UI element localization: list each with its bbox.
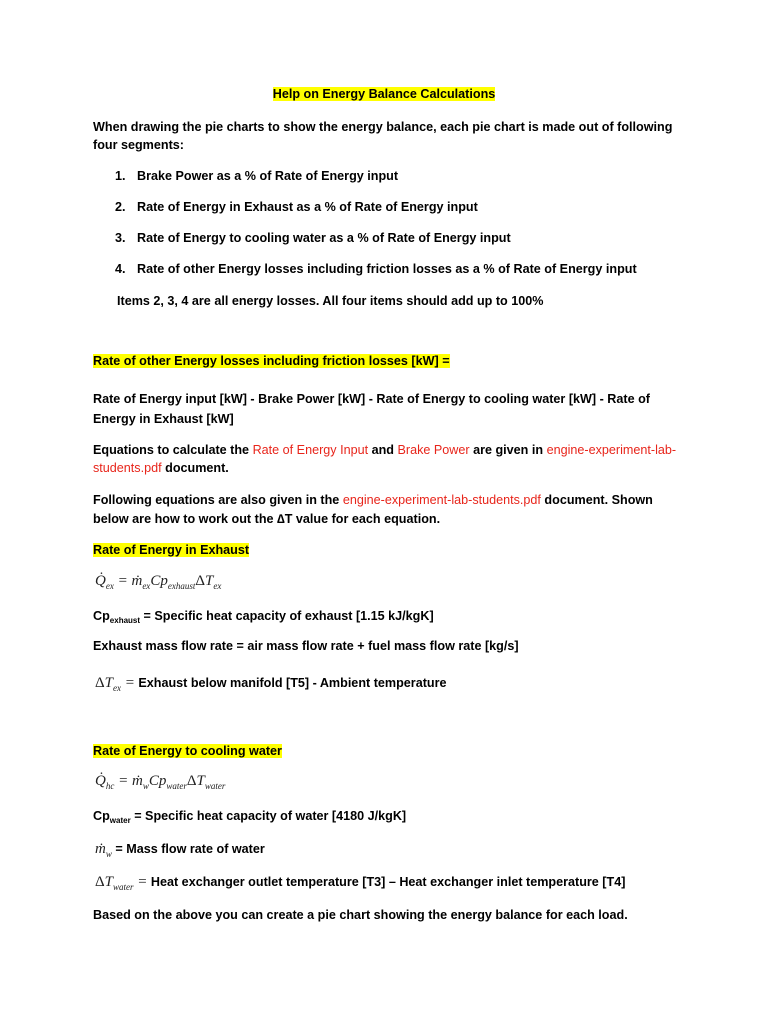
other-losses-heading-text: Rate of other Energy losses including friction losses [kW] = (93, 354, 450, 368)
equations-note-line-2 (93, 459, 229, 477)
water-mass-flow-definition (95, 840, 265, 863)
m-dot-w-text: = Mass flow rate of water (111, 842, 265, 856)
equations-note-text: Equations to calculate the (93, 443, 253, 457)
cooling-heading (93, 742, 282, 760)
segment-text: Brake Power as a % of Rate of Energy input (137, 169, 399, 183)
other-losses-equation-line-1: Rate of Energy input [kW] - Brake Power [kW] - Rate of Energy to cooling water [kW] - Rate of (93, 392, 650, 406)
segment-text: Rate of Energy to cooling water as a % of Rate of Energy input (137, 231, 511, 245)
equations-note-line-1 (93, 441, 676, 459)
equations-note-text: and (368, 443, 398, 457)
intro-line-2: four segments: (93, 138, 184, 152)
segment-text: Rate of other Energy losses including friction losses as a % of Rate of Energy input (137, 262, 637, 276)
equations-note-text: are given in (469, 443, 547, 457)
following-note-text: Following equations are also given in the (93, 493, 343, 507)
segment-number: 3. (115, 231, 126, 245)
delta-t-water-text: Heat exchanger outlet temperature [T3] – Heat exchanger inlet temperature [T4] (147, 875, 626, 889)
cp-subscript: water (109, 816, 131, 825)
exhaust-energy-equation: $Q̇_{ex}$ = $ṁ_{ex}Cp_{exhaust}\Delta T_{ex}$ (95, 573, 222, 591)
lab-document-reference: engine-experiment-lab-students.pdf (342, 493, 541, 507)
cooling-heading-text: Rate of Energy to cooling water (93, 744, 282, 758)
lab-document-reference: engine-experiment-lab- (546, 443, 677, 457)
segment-item-1 (115, 167, 398, 185)
exhaust-delta-t-definition (95, 674, 447, 697)
segment-number: 1. (115, 169, 126, 183)
segment-text: Rate of Energy in Exhaust as a % of Rate of Energy input (137, 200, 478, 214)
cp-definition-text: = Specific heat capacity of water [4180 J/kgK] (130, 809, 407, 823)
delta-t-ex-symbol: $\Delta T_{ex}$ = (95, 675, 135, 693)
page-title (0, 87, 768, 101)
intro-line-1: When drawing the pie charts to show the energy balance, each pie chart is made out of following (93, 120, 673, 134)
segment-number: 2. (115, 200, 126, 214)
following-note-line-2: below are how to work out the ∆T value for each equation. (93, 512, 441, 526)
cp-subscript: exhaust (109, 616, 141, 625)
brake-power-reference: Brake Power (397, 443, 470, 457)
lab-document-reference: students.pdf (93, 461, 162, 475)
exhaust-heading (93, 541, 249, 559)
other-losses-heading (93, 352, 450, 370)
equations-note-text: document. (161, 461, 229, 475)
cp-symbol: Cp (93, 609, 110, 623)
cp-symbol: Cp (93, 809, 110, 823)
cooling-energy-equation: $Q̇_{hc}$ = $ṁ_wCp_{water}\Delta T_{water}$ (95, 773, 226, 791)
page-title-text: Help on Energy Balance Calculations (272, 87, 496, 101)
delta-t-water-symbol: $\Delta T_{water}$ = (95, 874, 148, 892)
other-losses-equation-line-2: Energy in Exhaust [kW] (93, 412, 234, 426)
segment-item-4 (115, 260, 637, 278)
items-note: Items 2, 3, 4 are all energy losses. All four items should add up to 100% (117, 294, 544, 308)
following-note-text: document. Shown (540, 493, 653, 507)
exhaust-mass-flow-definition: Exhaust mass flow rate = air mass flow rate + fuel mass flow rate [kg/s] (93, 639, 519, 653)
rate-of-energy-input-reference: Rate of Energy Input (252, 443, 369, 457)
segment-item-2 (115, 198, 478, 216)
water-cp-definition (93, 807, 406, 830)
water-delta-t-definition (95, 873, 625, 896)
segment-item-3 (115, 229, 511, 247)
closing-note: Based on the above you can create a pie chart showing the energy balance for each load. (93, 908, 628, 922)
following-note-line-1 (93, 491, 653, 509)
delta-t-ex-text: Exhaust below manifold [T5] - Ambient temperature (138, 676, 447, 690)
exhaust-cp-definition (93, 607, 434, 630)
segment-number: 4. (115, 262, 126, 276)
m-dot-w-symbol: ṁ$_w$ (95, 841, 112, 859)
exhaust-heading-text: Rate of Energy in Exhaust (93, 543, 250, 557)
cp-definition-text: = Specific heat capacity of exhaust [1.15 kJ/kgK] (140, 609, 434, 623)
